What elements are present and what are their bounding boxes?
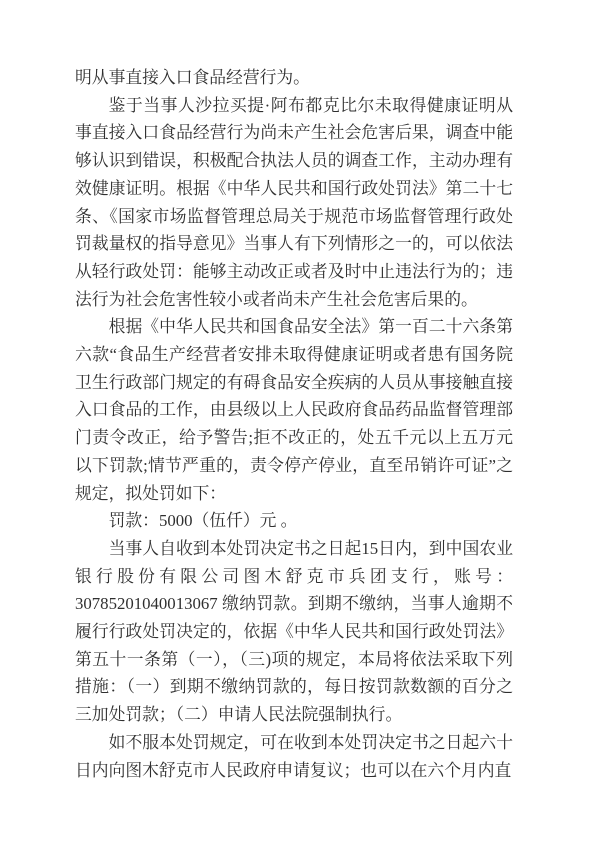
paragraph-mitigation-findings: 鉴于当事人沙拉买提·阿布都克比尔未取得健康证明从事直接入口食品经营行为尚未产生社会危害后果，调查中能够认识到错误，积极配合执法人员的调查工作，主动办理有效健康证明。根据《中华人民共和国行政处罚法》第二十七条、《国家市场监督管理总局关于规范市场监督管理行政处罚裁量权的指导意见》当事人有下列情形之一的，可以依法从轻行政处罚：能够主动改正或者及时中止违法行为的；违法行为社会危害性较小或者尚未产生社会危害后果的。 <box>75 95 513 309</box>
paragraph-continuation: 明从事直接入口食品经营行为。 <box>75 68 310 87</box>
paragraph-appeal-rights: 如不服本处罚规定，可在收到本处罚决定书之日起六十日内向图木舒克市人民政府申请复议；也可以在六个月内直 <box>75 732 513 780</box>
document-text-block <box>75 64 513 784</box>
paragraph-payment-instructions: 当事人自收到本处罚决定书之日起15日内，到中国农业银行股份有限公司图木舒克市兵团支行，账号：30785201040013067 缴纳罚款。到期不缴纳，当事人逾期不履行行政处罚决定的，依据《中华人民共和国行政处罚法》第五十一条第（一），（三)项的规定，本局将依法采取下列措施：（一）到期不缴纳罚款的，每日按罚款数额的百分之三加处罚款；（二）申请人民法院强制执行。 <box>75 538 513 725</box>
paragraph-fine-amount: 罚款：5000（伍仟）元 。 <box>108 511 298 531</box>
paragraph-legal-basis: 根据《中华人民共和国食品安全法》第一百二十六条第六款“食品生产经营者安排未取得健康证明或者患有国务院卫生行政部门规定的有碍食品安全疾病的人员从事接触直接入口食品的工作，由县级以上人民政府食品药品监督管理部门责令改正，给予警告;拒不改正的，处五千元以上五万元以下罚款;情节严重的，责令停产停业，直至吊销许可证”之规定，拟处罚如下： <box>75 317 513 503</box>
